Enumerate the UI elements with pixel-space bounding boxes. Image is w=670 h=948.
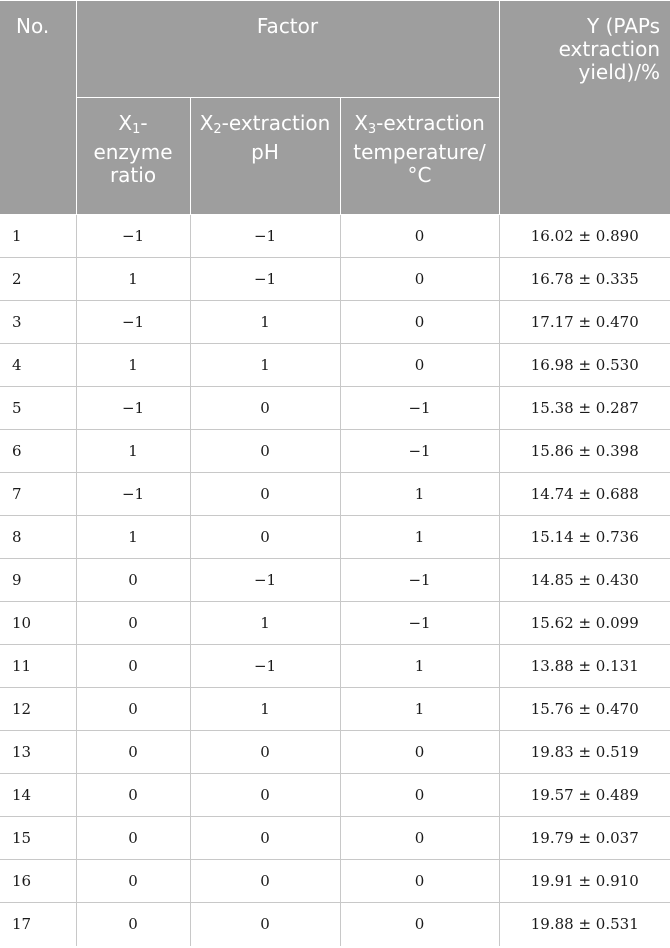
cell-x2: 0 — [190, 817, 340, 860]
header-no: No. — [0, 1, 76, 215]
table-row — [0, 215, 670, 258]
cell-no: 12 — [0, 688, 76, 731]
cell-y: 15.86 ± 0.398 — [499, 430, 670, 473]
cell-no: 9 — [0, 559, 76, 602]
cell-y: 19.91 ± 0.910 — [499, 860, 670, 903]
cell-x2: 1 — [190, 602, 340, 645]
header-x1-sub: 1 — [132, 122, 141, 137]
cell-no: 17 — [0, 903, 76, 946]
cell-x1: 0 — [76, 903, 190, 946]
cell-x1: 0 — [76, 602, 190, 645]
cell-x2: 0 — [190, 774, 340, 817]
cell-no: 2 — [0, 258, 76, 301]
cell-no: 14 — [0, 774, 76, 817]
cell-x3: 0 — [340, 215, 499, 258]
cell-x2: −1 — [190, 215, 340, 258]
cell-x3: −1 — [340, 430, 499, 473]
cell-x3: 1 — [340, 645, 499, 688]
cell-x3: 0 — [340, 860, 499, 903]
cell-y: 19.57 ± 0.489 — [499, 774, 670, 817]
cell-x1: 0 — [76, 860, 190, 903]
cell-x3: 0 — [340, 731, 499, 774]
header-x1-prefix: X — [118, 111, 133, 135]
cell-x2: 0 — [190, 516, 340, 559]
cell-x2: 0 — [190, 430, 340, 473]
cell-x2: −1 — [190, 559, 340, 602]
table-row — [0, 559, 670, 602]
cell-x3: 1 — [340, 688, 499, 731]
cell-x1: 0 — [76, 645, 190, 688]
cell-y: 16.98 ± 0.530 — [499, 344, 670, 387]
cell-y: 15.38 ± 0.287 — [499, 387, 670, 430]
table-row — [0, 387, 670, 430]
cell-x1: 0 — [76, 774, 190, 817]
cell-x1: 1 — [76, 430, 190, 473]
cell-no: 16 — [0, 860, 76, 903]
cell-x3: −1 — [340, 602, 499, 645]
cell-x3: 1 — [340, 473, 499, 516]
table-row — [0, 731, 670, 774]
header-x2-sub: 2 — [213, 122, 222, 137]
table-row — [0, 817, 670, 860]
cell-x2: 1 — [190, 688, 340, 731]
cell-x2: 0 — [190, 731, 340, 774]
table-row — [0, 258, 670, 301]
cell-x1: −1 — [76, 215, 190, 258]
table-row — [0, 860, 670, 903]
cell-x2: 1 — [190, 344, 340, 387]
cell-x3: −1 — [340, 387, 499, 430]
table-row — [0, 602, 670, 645]
cell-no: 10 — [0, 602, 76, 645]
table-row — [0, 688, 670, 731]
table-row — [0, 430, 670, 473]
cell-y: 19.88 ± 0.531 — [530, 915, 639, 934]
cell-x2: 0 — [190, 387, 340, 430]
cell-x2: 0 — [190, 473, 340, 516]
table-row — [0, 645, 670, 688]
cell-x1: 0 — [76, 559, 190, 602]
header-factor: Factor — [76, 1, 499, 98]
header-x3-suffix: -extraction temperature/°C — [353, 111, 486, 187]
cell-x3: 0 — [340, 344, 499, 387]
cell-x3: 0 — [340, 903, 499, 946]
cell-x1: 0 — [76, 731, 190, 774]
cell-no: 7 — [0, 473, 76, 516]
header-x1-suffix: -enzyme ratio — [93, 111, 173, 187]
table-row — [0, 774, 670, 817]
header-x3-sub: 3 — [367, 122, 377, 137]
cell-x2: 1 — [190, 301, 340, 344]
cell-no: 1 — [0, 215, 76, 258]
header-x2-prefix: X — [199, 111, 214, 135]
header-x2-suffix: -extraction pH — [221, 111, 331, 164]
cell-x3: 0 — [340, 301, 499, 344]
cell-y: 15.76 ± 0.470 — [499, 688, 670, 731]
table-body — [0, 215, 670, 946]
header-x2 — [190, 98, 340, 215]
cell-y: 15.14 ± 0.736 — [499, 516, 670, 559]
cell-x2: −1 — [190, 258, 340, 301]
cell-y: 14.85 ± 0.430 — [499, 559, 670, 602]
table-header — [0, 1, 670, 215]
cell-x3: 0 — [340, 817, 499, 860]
cell-no: 15 — [0, 817, 76, 860]
cell-y: 13.88 ± 0.131 — [499, 645, 670, 688]
cell-x3: −1 — [340, 559, 499, 602]
table-row — [0, 473, 670, 516]
cell-no: 8 — [0, 516, 76, 559]
cell-x1: 1 — [76, 516, 190, 559]
header-x3 — [340, 98, 499, 215]
cell-x1: −1 — [76, 473, 190, 516]
cell-no: 3 — [0, 301, 76, 344]
cell-x3: 1 — [340, 516, 499, 559]
cell-no: 4 — [0, 344, 76, 387]
table-row — [0, 903, 670, 946]
cell-y: 15.62 ± 0.099 — [499, 602, 670, 645]
cell-y: 14.74 ± 0.688 — [499, 473, 670, 516]
cell-y: 19.83 ± 0.519 — [499, 731, 670, 774]
cell-x1: 0 — [76, 817, 190, 860]
cell-x2: 0 — [190, 903, 340, 946]
cell-no: 13 — [0, 731, 76, 774]
cell-x1: 1 — [76, 258, 190, 301]
header-y: Y (PAPs extraction yield)/% — [499, 1, 670, 215]
cell-x1: −1 — [76, 301, 190, 344]
cell-y: 17.17 ± 0.470 — [499, 301, 670, 344]
cell-y: 16.02 ± 0.890 — [499, 215, 670, 258]
cell-y: 19.79 ± 0.037 — [499, 817, 670, 860]
cell-no: 5 — [0, 387, 76, 430]
cell-y: 16.78 ± 0.335 — [499, 258, 670, 301]
cell-x2: 0 — [190, 860, 340, 903]
cell-x1: −1 — [76, 387, 190, 430]
cell-x3: 0 — [340, 774, 499, 817]
cell-no: 6 — [0, 430, 76, 473]
cell-x3: 0 — [340, 258, 499, 301]
cell-x2: −1 — [190, 645, 340, 688]
header-x3-prefix: X — [354, 111, 368, 135]
table-row — [0, 301, 670, 344]
cell-no: 11 — [0, 645, 76, 688]
cell-x1: 1 — [76, 344, 190, 387]
table-row — [0, 344, 670, 387]
cell-x1: 0 — [76, 688, 190, 731]
table-row — [0, 516, 670, 559]
header-x1 — [76, 98, 190, 215]
